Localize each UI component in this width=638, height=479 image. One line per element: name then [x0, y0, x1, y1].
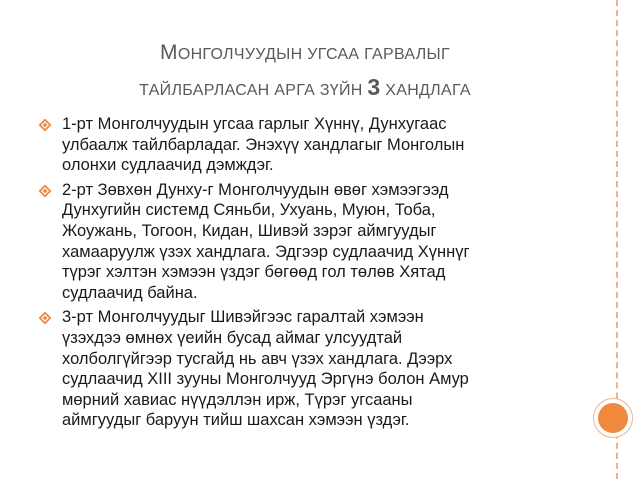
bullet-text-1: 1-рт Монголчуудын угсаа гарлыг Хүннү, Дунхугаас улбаалж тайлбарладаг. Энэхүү хандлагыг Монголын олонхи судлаачид дэмждэг. [62, 115, 465, 175]
title-line-1 [60, 36, 550, 70]
title-initial: М [160, 41, 178, 64]
title-number: 3 [367, 74, 381, 100]
diamond-bullet-icon [39, 119, 51, 131]
title-line-1-text: ОНГОЛЧУУДЫН УГСАА ГАРВАЛЫГ [177, 46, 450, 63]
orange-circle-icon [593, 398, 633, 438]
bullet-item-3 [36, 307, 556, 431]
title-line-2-text: ТАЙЛБАРЛАСАН АРГА ЗҮЙН [139, 82, 368, 99]
bullet-text-2: 2-рт Зөвхөн Дунху-г Монголчуудын өвөг хэмээгээд Дунхугийн системд Сяньби, Ухуань, Муюн, Тоба, Жоужань, Тогоон, Кидан, Шивэй зэрэг аймгуудыг хамааруулж үзэх хандлага. Эдгээр судлаачид Хүннүг түрэг хэлтэн хэмээн үздэг бөгөөд гол төлөв Хятад судлаачид байна. [62, 180, 470, 302]
diamond-bullet-icon [39, 312, 51, 324]
title-line-2 [60, 70, 550, 104]
bullet-list [36, 114, 556, 435]
title-line-2-end: ХАНДЛАГА [380, 82, 471, 99]
diamond-bullet-icon [39, 185, 51, 197]
orange-circle-fill [598, 403, 628, 433]
bullet-text-3: 3-рт Монголчуудыг Шивэйгээс гаралтай хэмээн үзэхдээ өмнөх үеийн бусад аймаг улсуудтай холболгүйгээр тусгайд нь авч үзэх хандлага. Дээрх судлаачид XIII зууны Монголчууд Эргүнэ болон Амур мөрний хавиас нүүдэллэн ирж, Түрэг угсааны аймгуудыг баруун тийш шахсан хэмээн үздэг. [62, 308, 469, 430]
slide-title [60, 36, 550, 104]
bullet-item-1 [36, 114, 556, 176]
bullet-item-2 [36, 180, 556, 304]
